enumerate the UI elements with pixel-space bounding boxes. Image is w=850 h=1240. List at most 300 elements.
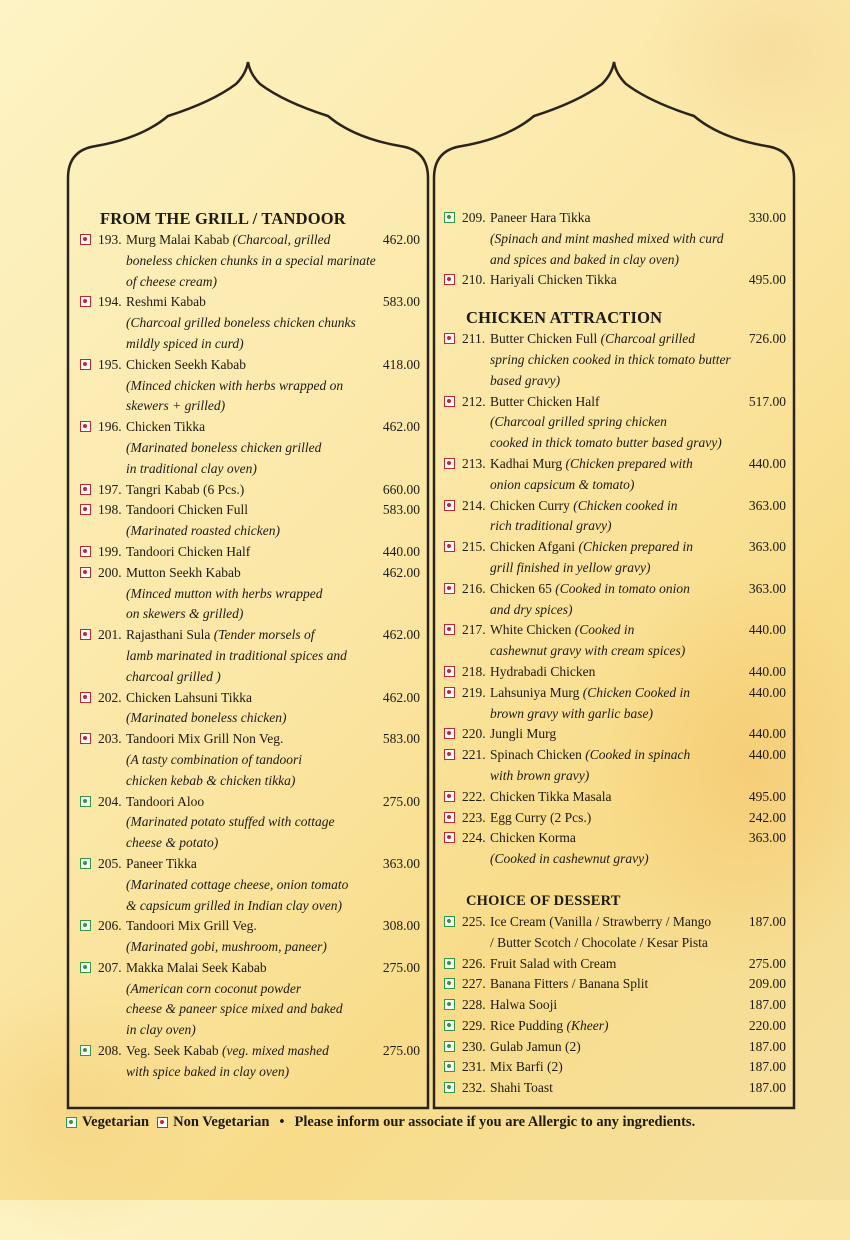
nonveg-symbol-icon	[444, 832, 455, 843]
allergy-notice: Please inform our associate if you are Allergic to any ingredients.	[294, 1114, 696, 1130]
item-price: 363.00	[748, 830, 786, 846]
item-price: 187.00	[748, 1059, 786, 1075]
menu-item-row	[444, 270, 786, 291]
menu-item	[444, 579, 786, 621]
menu-item-row	[444, 683, 786, 704]
item-name	[126, 500, 376, 521]
item-price: 330.00	[748, 210, 786, 225]
item-description-line: (Marinated roasted chicken)	[126, 523, 280, 539]
item-title: Chicken Korma	[490, 830, 576, 846]
menu-item	[80, 729, 420, 791]
item-number: 194.	[98, 294, 122, 310]
item-number: 196.	[98, 419, 122, 435]
grill-list-continued	[444, 208, 786, 291]
veg-symbol-icon	[444, 978, 455, 989]
menu-item	[80, 355, 420, 417]
veg-symbol-icon	[80, 1045, 91, 1056]
item-price: 209.00	[748, 976, 786, 992]
menu-item	[80, 230, 420, 292]
menu-item-row	[80, 688, 420, 709]
item-name	[490, 620, 742, 641]
item-description-line: rich traditional gravy)	[490, 518, 612, 534]
item-title: Mutton Seekh Kabab	[126, 564, 241, 580]
item-name	[490, 995, 742, 1016]
item-description-line: (Minced chicken with herbs wrapped on	[126, 377, 344, 393]
menu-item-row	[80, 292, 420, 313]
item-title: Murg Malai Kabab	[126, 232, 230, 247]
item-name	[490, 496, 742, 517]
nonveg-symbol-icon	[157, 1117, 168, 1128]
menu-item-row	[444, 662, 786, 683]
item-price: 187.00	[748, 997, 786, 1013]
item-name	[490, 974, 742, 995]
item-price: 440.00	[382, 543, 420, 559]
veg-symbol-icon	[444, 1061, 455, 1072]
item-title: Tangri Kabab (6 Pcs.)	[126, 481, 245, 497]
item-name	[490, 745, 742, 766]
item-price: 363.00	[748, 539, 786, 555]
item-title: Makka Malai Seek Kabab	[126, 959, 267, 975]
item-description: (Charcoal, grilled	[232, 232, 331, 247]
item-title: Chicken Seekh Kabab	[126, 356, 246, 372]
item-name	[126, 916, 376, 937]
menu-item	[444, 787, 786, 808]
item-name	[126, 688, 376, 709]
item-title: Shahi Toast	[490, 1080, 553, 1096]
item-description-line: (American corn coconut powder	[126, 980, 302, 996]
item-description-line: (Minced mutton with herbs wrapped	[126, 585, 323, 601]
item-description-line: cooked in thick tomato butter based gravy)	[490, 435, 722, 451]
item-number: 226.	[462, 955, 486, 971]
item-number: 207.	[98, 959, 122, 975]
item-price: 242.00	[748, 809, 786, 825]
chicken-list	[444, 329, 786, 870]
item-description-line: (Marinated boneless chicken)	[126, 710, 287, 726]
nonveg-symbol-icon	[444, 749, 455, 760]
menu-item-row	[444, 954, 786, 975]
menu-item-row	[80, 1041, 420, 1062]
menu-item-row	[444, 454, 786, 475]
item-price: 440.00	[748, 684, 786, 700]
item-name	[126, 792, 376, 813]
menu-item	[80, 500, 420, 542]
menu-item-row	[80, 542, 420, 563]
item-price: 275.00	[382, 793, 420, 809]
item-name	[126, 355, 376, 376]
item-name	[490, 724, 742, 745]
menu-item-row	[80, 417, 420, 438]
menu-item-row	[80, 625, 420, 646]
item-description-line: with brown gravy)	[490, 767, 590, 783]
item-description-line: in clay oven)	[126, 1022, 196, 1038]
nonveg-symbol-icon	[80, 421, 91, 432]
item-name	[490, 787, 742, 808]
item-number: 211.	[462, 331, 486, 347]
item-price: 440.00	[748, 726, 786, 742]
item-title: Paneer Tikka	[126, 855, 197, 871]
menu-item	[444, 270, 786, 291]
item-description: (Cooked in tomato onion	[555, 580, 690, 596]
item-name	[490, 270, 742, 291]
menu-item	[444, 454, 786, 496]
veg-symbol-icon	[444, 212, 455, 223]
menu-item-row	[444, 496, 786, 517]
item-number: 202.	[98, 689, 122, 705]
item-title: Chicken Afgani	[490, 539, 576, 555]
item-name	[490, 537, 742, 558]
nonveg-symbol-icon	[80, 733, 91, 744]
item-number: 219.	[462, 684, 486, 700]
item-title: Mix Barfi (2)	[490, 1059, 563, 1075]
menu-item	[444, 620, 786, 662]
nonveg-symbol-icon	[444, 812, 455, 823]
nonveg-symbol-icon	[444, 624, 455, 635]
item-name	[490, 208, 742, 229]
menu-item	[444, 1078, 786, 1099]
item-name	[126, 958, 376, 979]
menu-item-row	[444, 724, 786, 745]
veg-symbol-icon	[444, 958, 455, 969]
item-description: (Cooked in spinach	[585, 747, 691, 763]
item-price: 363.00	[748, 497, 786, 513]
item-price: 462.00	[382, 689, 420, 705]
menu-item-row	[80, 854, 420, 875]
menu-item	[444, 329, 786, 391]
item-description-line: spring chicken cooked in thick tomato butter	[490, 351, 731, 367]
item-price: 462.00	[382, 564, 420, 580]
nonveg-symbol-icon	[444, 541, 455, 552]
item-title: Egg Curry (2 Pcs.)	[490, 809, 592, 825]
menu-item	[444, 808, 786, 829]
item-title: Butter Chicken Full	[490, 331, 598, 347]
menu-item	[444, 1016, 786, 1037]
item-number: 221.	[462, 747, 486, 763]
section-title-grill: FROM THE GRILL / TANDOOR	[100, 209, 346, 228]
item-description-line: chicken kebab & chicken tikka)	[126, 772, 296, 788]
nonveg-symbol-icon	[444, 791, 455, 802]
nonveg-symbol-icon	[80, 692, 91, 703]
section-title-chicken: CHICKEN ATTRACTION	[466, 308, 663, 328]
item-number: 206.	[98, 918, 122, 934]
veg-symbol-icon	[444, 1082, 455, 1093]
menu-item-row	[80, 230, 420, 251]
item-price: 583.00	[382, 294, 420, 310]
item-price: 275.00	[382, 1043, 420, 1059]
item-description-line: skewers + grilled)	[126, 398, 226, 414]
item-description-line: based gravy)	[490, 372, 561, 388]
item-title: Lahsuniya Murg	[490, 684, 580, 700]
item-price: 220.00	[748, 1017, 786, 1033]
item-price: 517.00	[748, 393, 786, 409]
item-title: Jungli Murg	[490, 726, 557, 742]
item-name	[490, 454, 742, 475]
item-description-line: (Charcoal grilled spring chicken	[490, 414, 667, 430]
item-title: Veg. Seek Kabab	[126, 1043, 219, 1059]
nonveg-symbol-icon	[444, 274, 455, 285]
item-description: (Chicken cooked in	[573, 497, 678, 513]
menu-item	[80, 854, 420, 916]
menu-item	[80, 563, 420, 625]
item-title: Ice Cream (Vanilla / Strawberry / Mango	[490, 913, 712, 929]
item-title: Tandoori Chicken Half	[126, 543, 251, 559]
item-number: 197.	[98, 481, 122, 497]
section-title-dessert: CHOICE OF DESSERT	[466, 892, 621, 909]
menu-item-row	[80, 563, 420, 584]
item-description: (Chicken Cooked in	[582, 684, 690, 700]
menu-item-row	[444, 912, 786, 933]
item-title: Gulab Jamun (2)	[490, 1038, 581, 1054]
menu-item	[80, 292, 420, 354]
menu-item	[80, 480, 420, 501]
item-price: 440.00	[748, 747, 786, 763]
item-price: 495.00	[748, 272, 786, 288]
veg-symbol-icon	[66, 1117, 77, 1128]
menu-item	[444, 912, 786, 954]
item-title: Hariyali Chicken Tikka	[490, 272, 617, 288]
menu-item-row	[80, 792, 420, 813]
item-number: 232.	[462, 1080, 486, 1096]
menu-item-row	[444, 392, 786, 413]
menu-item	[80, 916, 420, 958]
item-name	[126, 542, 376, 563]
item-description: (Chicken prepared with	[565, 455, 693, 471]
item-price: 462.00	[382, 419, 420, 435]
item-name	[126, 480, 376, 501]
item-description-line: onion capsicum & tomato)	[490, 476, 635, 492]
item-number: 205.	[98, 855, 122, 871]
item-title: Chicken Curry	[490, 497, 570, 513]
menu-item	[444, 537, 786, 579]
veg-symbol-icon	[80, 858, 91, 869]
menu-item-row	[444, 1016, 786, 1037]
menu-item-row	[444, 787, 786, 808]
item-price: 187.00	[748, 1038, 786, 1054]
item-number: 198.	[98, 502, 122, 518]
item-title: White Chicken	[490, 622, 572, 638]
nonveg-symbol-icon	[80, 504, 91, 515]
item-number: 195.	[98, 356, 122, 372]
item-number: 213.	[462, 455, 486, 471]
item-price: 440.00	[748, 622, 786, 638]
item-description-line: mildly spiced in curd)	[126, 335, 244, 351]
item-number: 201.	[98, 627, 122, 643]
menu-item	[444, 995, 786, 1016]
menu-item	[444, 1057, 786, 1078]
nonveg-symbol-icon	[444, 333, 455, 344]
item-number: 210.	[462, 272, 486, 288]
item-title: Tandoori Chicken Full	[126, 502, 249, 518]
item-price: 187.00	[748, 1080, 786, 1096]
nonveg-symbol-icon	[80, 629, 91, 640]
item-description-line: on skewers & grilled)	[126, 606, 244, 622]
item-description-line: brown gravy with garlic base)	[490, 705, 653, 721]
item-number: 215.	[462, 539, 486, 555]
menu-item	[80, 958, 420, 1041]
item-name	[490, 954, 742, 975]
item-title: Banana Fitters / Banana Split	[490, 976, 649, 992]
item-price: 440.00	[748, 663, 786, 679]
item-description: (Charcoal grilled	[600, 331, 695, 347]
item-price: 583.00	[382, 502, 420, 518]
menu-item-row	[444, 537, 786, 558]
menu-item-row	[80, 355, 420, 376]
item-number: 229.	[462, 1017, 486, 1033]
menu-item	[444, 208, 786, 270]
menu-item-row	[80, 480, 420, 501]
item-name	[490, 828, 742, 849]
nonveg-symbol-icon	[80, 359, 91, 370]
menu-item-row	[444, 995, 786, 1016]
item-price: 583.00	[382, 731, 420, 747]
menu-item	[80, 688, 420, 730]
item-name	[126, 1041, 376, 1062]
item-name	[490, 662, 742, 683]
item-number: 218.	[462, 663, 486, 679]
item-number: 208.	[98, 1043, 122, 1059]
menu-item	[444, 496, 786, 538]
item-description-line: & capsicum grilled in Indian clay oven)	[126, 897, 342, 913]
item-name-continued: / Butter Scotch / Chocolate / Kesar Pista	[490, 934, 708, 950]
nonveg-label: Non Vegetarian	[173, 1114, 270, 1130]
nonveg-symbol-icon	[444, 500, 455, 511]
item-name	[126, 729, 376, 750]
item-description: (Cooked in	[574, 622, 635, 638]
item-name	[126, 230, 376, 251]
menu-item-row	[444, 1037, 786, 1058]
item-title: Chicken Lahsuni Tikka	[126, 689, 253, 705]
menu-item-row	[444, 208, 786, 229]
veg-label: Vegetarian	[82, 1114, 150, 1130]
item-name	[126, 625, 376, 646]
menu-item-row	[444, 974, 786, 995]
item-number: 203.	[98, 731, 122, 747]
menu-item	[444, 683, 786, 725]
item-title: Paneer Hara Tikka	[490, 210, 591, 225]
item-name	[490, 808, 742, 829]
item-name	[126, 292, 376, 313]
nonveg-symbol-icon	[80, 296, 91, 307]
item-number: 222.	[462, 788, 486, 804]
item-title: Chicken Tikka	[126, 419, 206, 435]
menu-item-row	[80, 916, 420, 937]
menu-item	[444, 745, 786, 787]
item-price: 187.00	[748, 913, 786, 929]
item-description-line: in traditional clay oven)	[126, 460, 257, 476]
menu-item	[80, 542, 420, 563]
veg-symbol-icon	[444, 1020, 455, 1031]
item-number: 227.	[462, 976, 486, 992]
menu-item-row	[80, 500, 420, 521]
item-number: 212.	[462, 393, 486, 409]
nonveg-symbol-icon	[80, 546, 91, 557]
nonveg-symbol-icon	[80, 234, 91, 245]
item-name	[490, 1037, 742, 1058]
item-number: 220.	[462, 726, 486, 742]
item-title: Tandoori Aloo	[126, 793, 205, 809]
item-number: 225.	[462, 913, 486, 929]
item-title: Reshmi Kabab	[126, 294, 206, 310]
item-description-line: cheese & potato)	[126, 835, 219, 851]
item-name	[490, 1016, 742, 1037]
menu-item-row	[444, 1078, 786, 1099]
veg-symbol-icon	[444, 916, 455, 927]
item-number: 228.	[462, 997, 486, 1013]
menu-item-row	[80, 958, 420, 979]
item-title: Hydrabadi Chicken	[490, 663, 596, 679]
item-price: 495.00	[748, 788, 786, 804]
item-price: 440.00	[748, 455, 786, 471]
item-name	[126, 563, 376, 584]
item-title: Tandoori Mix Grill Veg.	[126, 918, 257, 934]
menu-item	[80, 1041, 420, 1083]
item-name	[126, 854, 376, 875]
item-number: 216.	[462, 580, 486, 596]
item-name	[490, 392, 742, 413]
item-description-line: and spices and baked in clay oven)	[490, 251, 679, 267]
bullet-separator: •	[279, 1114, 285, 1130]
item-description-line: (Marinated potato stuffed with cottage	[126, 814, 335, 830]
item-price: 308.00	[382, 918, 420, 934]
item-title: Butter Chicken Half	[490, 393, 600, 409]
item-title: Spinach Chicken	[490, 747, 582, 763]
item-number: 200.	[98, 564, 122, 580]
item-price: 660.00	[382, 481, 420, 497]
menu-item	[444, 828, 786, 870]
legend-footer	[66, 1114, 826, 1131]
veg-symbol-icon	[80, 796, 91, 807]
item-price: 363.00	[748, 580, 786, 596]
item-name	[490, 683, 742, 704]
menu-item-row	[80, 729, 420, 750]
item-number: 214.	[462, 497, 486, 513]
item-name	[490, 912, 742, 933]
item-price: 462.00	[382, 232, 420, 247]
menu-item	[444, 392, 786, 454]
item-description-line: (A tasty combination of tandoori	[126, 751, 302, 767]
nonveg-symbol-icon	[444, 583, 455, 594]
item-price: 726.00	[748, 331, 786, 347]
item-description-line: (Marinated boneless chicken grilled	[126, 439, 322, 455]
item-name	[490, 1078, 742, 1099]
menu-item	[80, 792, 420, 854]
nonveg-symbol-icon	[444, 687, 455, 698]
dessert-list	[444, 912, 786, 1099]
item-name	[490, 579, 742, 600]
item-description-line: of cheese cream)	[126, 273, 217, 289]
item-price: 363.00	[382, 855, 420, 871]
item-description-line: charcoal grilled )	[126, 668, 221, 684]
menu-item	[444, 724, 786, 745]
menu-item	[80, 625, 420, 687]
item-description-line: cashewnut gravy with cream spices)	[490, 643, 686, 659]
item-title: Chicken 65	[490, 580, 552, 596]
item-description: (Kheer)	[566, 1017, 609, 1033]
nonveg-symbol-icon	[444, 666, 455, 677]
item-number: 217.	[462, 622, 486, 638]
item-description-line: (Spinach and mint mashed mixed with curd	[490, 230, 724, 246]
item-title: Kadhai Murg	[490, 455, 563, 471]
nonveg-symbol-icon	[444, 728, 455, 739]
nonveg-symbol-icon	[444, 396, 455, 407]
item-price: 275.00	[382, 959, 420, 975]
item-price: 462.00	[382, 627, 420, 643]
item-price: 418.00	[382, 356, 420, 372]
menu-item-row	[444, 620, 786, 641]
nonveg-symbol-icon	[444, 458, 455, 469]
menu-item-row	[444, 329, 786, 350]
menu-item-row	[444, 579, 786, 600]
item-description-line: (Marinated gobi, mushroom, paneer)	[126, 939, 327, 955]
